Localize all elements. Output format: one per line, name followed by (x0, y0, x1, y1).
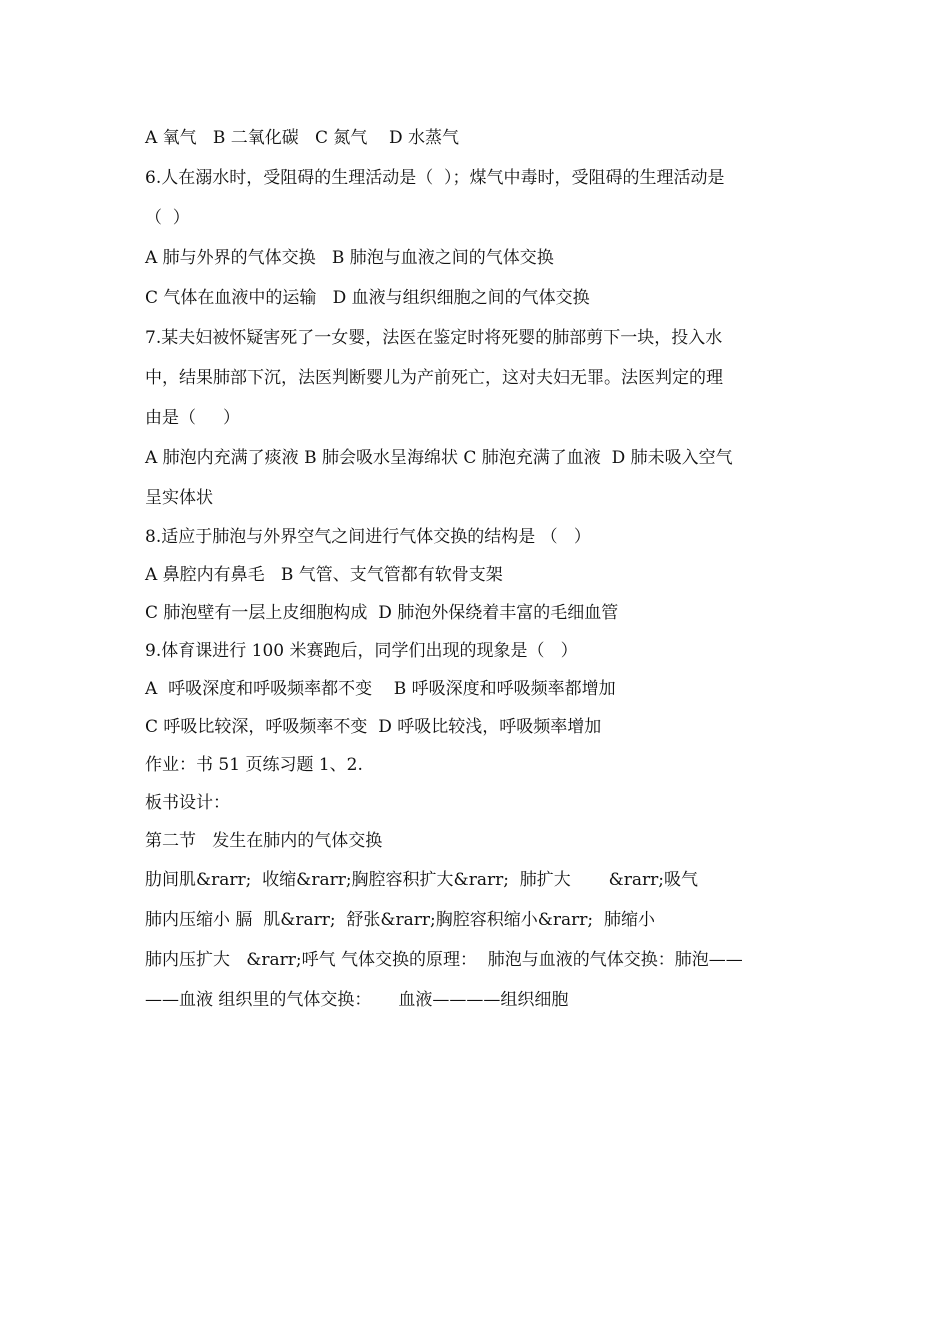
q6-stem-cont: （ ） (145, 208, 190, 228)
q5-options: A 氧气 B 二氧化碳 C 氮气 D 水蒸气 (145, 128, 460, 148)
board-design-heading: 板书设计： (145, 793, 230, 813)
homework: 作业：书 51 页练习题 1、2. (145, 755, 363, 775)
q9-options-cd: C 呼吸比较深，呼吸频率不变 D 呼吸比较浅，呼吸频率增加 (145, 717, 602, 737)
q7-stem-cont: 中，结果肺部下沉，法医判断婴儿为产前死亡，这对夫妇无罪。法医判定的理 (145, 368, 723, 388)
section-title: 第二节 发生在肺内的气体交换 (145, 831, 383, 851)
document-page (145, 118, 805, 1020)
board-line-4: ——血液 组织里的气体交换： 血液————组织细胞 (145, 990, 569, 1010)
q9-options-ab: A 呼吸深度和呼吸频率都不变 B 呼吸深度和呼吸频率都增加 (145, 679, 616, 699)
q8-options-ab: A 鼻腔内有鼻毛 B 气管、支气管都有软骨支架 (145, 565, 503, 585)
q7-options: A 肺泡内充满了痰液 B 肺会吸水呈海绵状 C 肺泡充满了血液 D 肺未吸入空气 (145, 448, 733, 468)
q7-stem: 7.某夫妇被怀疑害死了一女婴，法医在鉴定时将死婴的肺部剪下一块，投入水 (145, 328, 723, 348)
q7-options-cont: 呈实体状 (145, 488, 213, 508)
q8-stem: 8.适应于肺泡与外界空气之间进行气体交换的结构是 （ ） (145, 527, 591, 547)
q9-stem: 9.体育课进行 100 米赛跑后，同学们出现的现象是（ ） (145, 641, 578, 661)
q7-stem-end: 由是（ ） (145, 408, 241, 428)
q6-options-ab: A 肺与外界的气体交换 B 肺泡与血液之间的气体交换 (145, 248, 554, 268)
board-line-3: 肺内压扩大 &rarr;呼气 气体交换的原理： 肺泡与血液的气体交换：肺泡—— (145, 950, 743, 970)
q6-stem: 6.人在溺水时，受阻碍的生理活动是（ ）；煤气中毒时，受阻碍的生理活动是 (145, 168, 725, 188)
board-line-2: 肺内压缩小 膈 肌&rarr; 舒张&rarr;胸腔容积缩小&rarr; 肺缩小 (145, 910, 655, 930)
q8-options-cd: C 肺泡壁有一层上皮细胞构成 D 肺泡外保绕着丰富的毛细血管 (145, 603, 619, 623)
q6-options-cd: C 气体在血液中的运输 D 血液与组织细胞之间的气体交换 (145, 288, 590, 308)
board-line-1: 肋间肌&rarr; 收缩&rarr;胸腔容积扩大&rarr; 肺扩大 &rarr;吸气 (145, 870, 698, 890)
